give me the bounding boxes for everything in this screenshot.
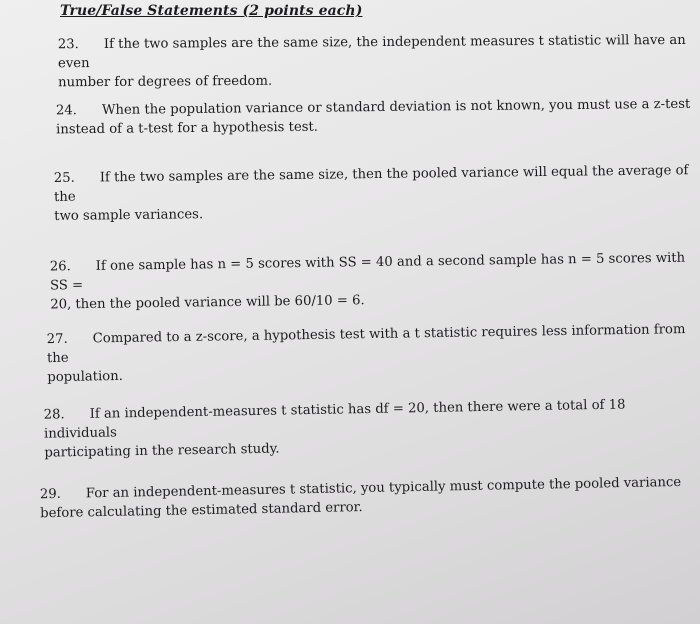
question-text-line1: If the two samples are the same size, the independent measures t statistic will have an even <box>57 32 686 72</box>
question-text-line2: 20, then the pooled variance will be 60/10 = 6. <box>50 293 365 313</box>
question-24 <box>56 95 700 140</box>
question-text-line2: instead of a t-test for a hypothesis test. <box>56 119 319 138</box>
question-29 <box>40 473 691 523</box>
question-text-line2: population. <box>47 368 123 386</box>
question-25 <box>54 161 700 226</box>
question-text-line2: participating in the research study. <box>44 441 280 461</box>
question-text-line1: If one sample has n = 5 scores with SS = 40 and a second sample has n = 5 scores with SS = <box>49 250 686 294</box>
question-text-line2: number for degrees of freedom. <box>58 73 273 91</box>
question-23 <box>58 31 700 93</box>
question-number: 26. <box>49 259 71 275</box>
question-text-line1: For an independent-measures t statistic, you typically must compute the pooled variance <box>85 474 682 502</box>
section-title: True/False Statements (2 points each) <box>60 3 363 19</box>
question-number: 27. <box>46 331 68 348</box>
question-text-line2: two sample variances. <box>54 207 204 224</box>
question-number: 24. <box>55 103 77 119</box>
question-text-line1: Compared to a z-score, a hypothesis test with a t statistic requires less information from the <box>46 322 686 367</box>
question-text-line1: If an independent-measures t statistic has df = 20, then there were a total of 18 individuals <box>43 397 626 442</box>
question-28 <box>44 394 695 462</box>
question-26 <box>50 248 700 314</box>
question-number: 23. <box>57 37 79 53</box>
question-text-line1: When the population variance or standard deviation is not known, you must use a z-test <box>101 96 691 118</box>
question-number: 29. <box>39 486 62 503</box>
question-number: 25. <box>53 170 75 186</box>
question-27 <box>47 320 698 387</box>
question-number: 28. <box>43 407 65 423</box>
question-text-line2: before calculating the estimated standard error. <box>40 500 363 522</box>
question-text-line1: If the two samples are the same size, then the pooled variance will equal the average of the <box>53 163 689 205</box>
